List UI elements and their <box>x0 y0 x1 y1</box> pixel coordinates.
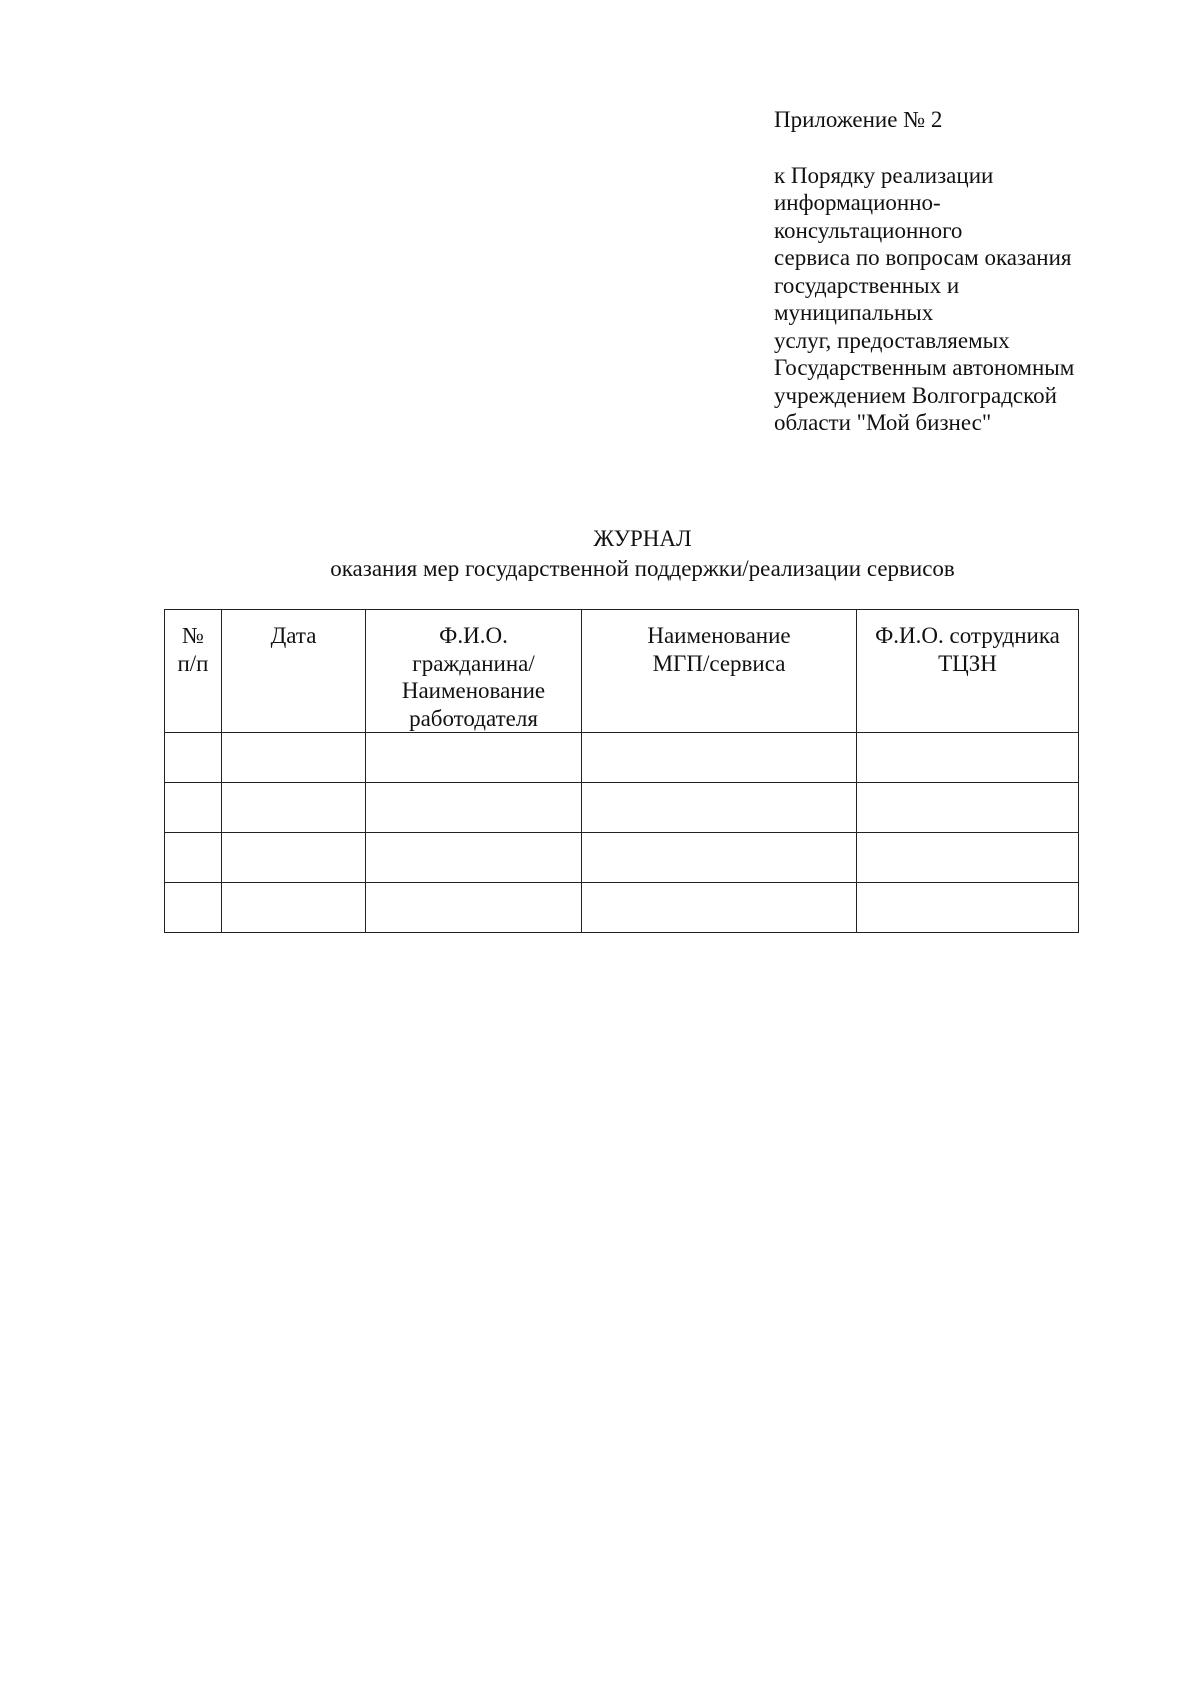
table-row <box>165 833 1079 883</box>
table-cell <box>366 733 582 783</box>
column-header-date <box>222 610 366 733</box>
header-line: п/п <box>177 650 209 676</box>
appendix-line: сервиса по вопросам оказания <box>774 245 1072 270</box>
header-line: гражданина/ <box>412 650 535 676</box>
journal-heading <box>160 524 1125 584</box>
header-line: Наименование <box>401 678 546 703</box>
table-cell <box>366 883 582 933</box>
appendix-line: услуг, предоставляемых <box>774 327 1010 353</box>
table-cell <box>222 883 366 933</box>
header-line: работодателя <box>409 705 538 731</box>
appendix-line: государственных и <box>774 272 960 298</box>
table-cell <box>222 733 366 783</box>
header-line: № <box>182 623 204 648</box>
table-row <box>165 733 1079 783</box>
table-cell <box>582 733 857 783</box>
column-header-number <box>165 610 222 733</box>
column-header-citizen-employer <box>366 610 582 733</box>
table-cell <box>165 833 222 883</box>
table-cell <box>366 833 582 883</box>
appendix-block <box>774 106 1174 437</box>
appendix-line: информационно- <box>774 190 941 215</box>
appendix-line: учреждением Волгоградской <box>774 382 1057 408</box>
table-cell <box>857 883 1079 933</box>
table-cell <box>857 833 1079 883</box>
table-cell <box>857 733 1079 783</box>
table-cell <box>366 783 582 833</box>
journal-table <box>164 609 1079 933</box>
column-header-service-name <box>582 610 857 733</box>
appendix-number: Приложение № 2 <box>774 107 943 132</box>
appendix-reference <box>774 162 1174 437</box>
table-cell <box>857 783 1079 833</box>
header-line: МГП/сервиса <box>652 650 786 676</box>
table-cell <box>222 783 366 833</box>
header-line: Ф.И.О. сотрудника <box>875 623 1060 648</box>
appendix-line: области "Мой бизнес" <box>774 410 992 435</box>
column-header-employee <box>857 610 1079 733</box>
table-header-row <box>165 610 1079 733</box>
table-cell <box>582 783 857 833</box>
table-row <box>165 783 1079 833</box>
header-line: Дата <box>270 623 317 648</box>
table-cell <box>165 733 222 783</box>
table-cell <box>582 833 857 883</box>
journal-subtitle: оказания мер государственной поддержки/реализации сервисов <box>330 556 955 581</box>
header-line: Наименование <box>647 623 791 648</box>
appendix-line: консультационного <box>774 217 963 243</box>
journal-title: ЖУРНАЛ <box>593 526 692 551</box>
appendix-line: муниципальных <box>774 300 934 325</box>
header-line: ТЦЗН <box>938 650 997 676</box>
table-cell <box>165 783 222 833</box>
appendix-line: к Порядку реализации <box>774 162 994 188</box>
header-line: Ф.И.О. <box>439 623 508 648</box>
table-cell <box>582 883 857 933</box>
appendix-line: Государственным автономным <box>774 355 1075 380</box>
table-cell <box>222 833 366 883</box>
table-row <box>165 883 1079 933</box>
table-cell <box>165 883 222 933</box>
